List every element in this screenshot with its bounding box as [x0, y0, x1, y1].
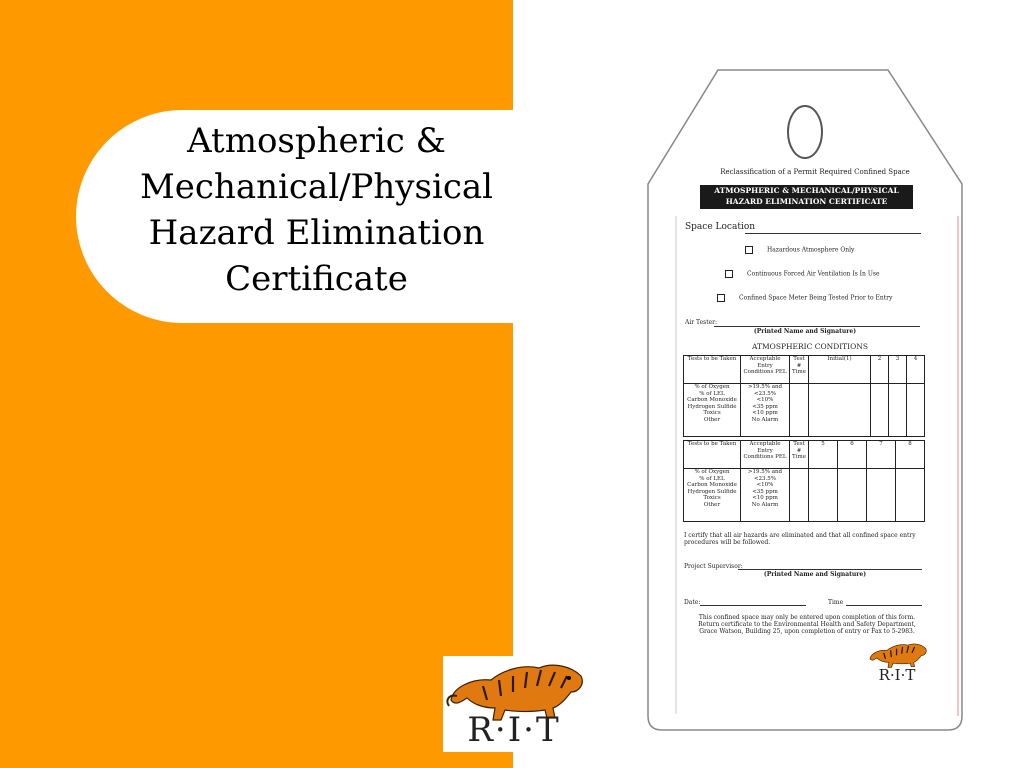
- checkbox-label: Confined Space Meter Being Tested Prior to Entry: [739, 294, 893, 302]
- t2-test: Hydrogen Sulfide: [687, 488, 737, 495]
- time-line: [846, 605, 922, 606]
- t2-h-acceptable: Acceptable Entry Conditions PEL: [741, 441, 790, 469]
- t1-test: % of LEL: [699, 390, 725, 397]
- t1-value: <10 ppm: [752, 410, 778, 416]
- tag-header-line-2: HAZARD ELIMINATION CERTIFICATE: [725, 197, 888, 206]
- footer-text: This confined space may only be entered upon completion of this form. Return certificate to the Environmental Health and Safety Department, Grace Watson, Building 25, upon completion of entry or Fax to 5-2983.: [698, 614, 916, 635]
- t2-value: <10 ppm: [752, 495, 778, 501]
- t1-test: Toxics: [703, 410, 721, 416]
- t1-value: No Alarm: [751, 416, 779, 423]
- title-line-4: Certificate: [225, 259, 408, 299]
- rit-logo: [443, 656, 585, 752]
- t1-empty-cell[interactable]: [906, 384, 924, 437]
- date-line: [700, 605, 806, 606]
- t1-tests-cell: [684, 384, 741, 437]
- t1-h-col: 3: [888, 356, 906, 384]
- supervisor-sub: (Printed Name and Signature): [763, 571, 867, 578]
- t1-values-cell: [741, 384, 790, 437]
- t1-value: <35 ppm: [752, 403, 778, 410]
- t2-test: Toxics: [703, 495, 721, 501]
- checkbox[interactable]: [745, 246, 753, 254]
- time-label: Time: [828, 599, 844, 606]
- t1-h-col: Initial(1): [809, 356, 871, 384]
- certify-text: I certify that all air hazards are eliminated and that all confined space entry procedures will be followed.: [684, 532, 916, 546]
- t1-test: Other: [703, 416, 721, 423]
- space-location-line: [745, 233, 921, 234]
- t1-h-tests: Tests to be Taken: [684, 356, 741, 384]
- t1-h-acceptable: Acceptable Entry Conditions PEL: [741, 356, 790, 384]
- tag-header: [700, 185, 913, 209]
- space-location-label: Space Location: [685, 222, 756, 232]
- t2-h-col: 5: [809, 441, 838, 469]
- t2-h-tests: Tests to be Taken: [684, 441, 741, 469]
- t1-empty-cell[interactable]: [809, 384, 871, 437]
- t1-value: <10%: [756, 397, 774, 403]
- t2-test: % of Oxygen: [694, 469, 730, 475]
- title-line-1: Atmospheric &: [187, 121, 446, 161]
- tag-rit-logo: [866, 640, 928, 690]
- t2-test: Other: [703, 501, 721, 508]
- t1-value: >19.5% and <23.5%: [747, 384, 783, 397]
- air-tester-label: Air Tester:: [685, 319, 718, 326]
- t2-empty-cell[interactable]: [809, 469, 838, 522]
- t2-h-col: 6: [838, 441, 867, 469]
- t1-test: % of Oxygen: [694, 384, 730, 390]
- t1-empty-cell[interactable]: [888, 384, 906, 437]
- checkbox-row-2: [725, 270, 880, 278]
- t2-value: <35 ppm: [752, 488, 778, 495]
- t2-h-test: Test #: [793, 441, 805, 454]
- t2-value: No Alarm: [751, 501, 779, 508]
- supervisor-label: Project Supervisor:: [684, 563, 743, 570]
- supervisor-line: [738, 569, 922, 570]
- t1-empty-cell[interactable]: [871, 384, 889, 437]
- t1-h-col: 4: [906, 356, 924, 384]
- slide-title: [120, 118, 513, 302]
- t1-test: Carbon Monoxide: [687, 397, 737, 403]
- tag-header-line-1: ATMOSPHERIC & MECHANICAL/PHYSICAL: [714, 186, 899, 195]
- rit-logo-text: R·I·T: [467, 710, 561, 750]
- atmo-table-1: [683, 355, 925, 437]
- t2-empty-cell[interactable]: [896, 469, 925, 522]
- t2-values-cell: [741, 469, 790, 522]
- t2-tests-cell: [684, 469, 741, 522]
- t2-empty-cell[interactable]: [867, 469, 896, 522]
- t2-h-time: Time: [792, 454, 806, 460]
- tag-rit-logo-text: R·I·T: [878, 666, 916, 684]
- date-label: Date:: [684, 599, 701, 606]
- checkbox[interactable]: [717, 294, 725, 302]
- checkbox-label: Continuous Forced Air Ventilation Is In Use: [747, 270, 880, 278]
- t2-h-col: 8: [896, 441, 925, 469]
- title-line-3: Hazard Elimination: [148, 213, 485, 253]
- t1-empty-cell[interactable]: [790, 384, 809, 437]
- t2-empty-cell[interactable]: [790, 469, 809, 522]
- title-line-2: Mechanical/Physical: [139, 167, 494, 207]
- t2-h-col: 7: [867, 441, 896, 469]
- t2-empty-cell[interactable]: [838, 469, 867, 522]
- checkbox[interactable]: [725, 270, 733, 278]
- t2-value: <10%: [756, 482, 774, 488]
- air-tester-sub: (Printed Name and Signature): [753, 328, 857, 335]
- t2-test: Carbon Monoxide: [687, 482, 737, 488]
- checkbox-label: Hazardous Atmosphere Only: [767, 246, 855, 254]
- checkbox-row-3: [717, 294, 892, 302]
- t2-test: % of LEL: [699, 475, 725, 482]
- atmo-heading: ATMOSPHERIC CONDITIONS: [751, 342, 868, 351]
- checkbox-row-1: [745, 246, 854, 254]
- t1-test: Hydrogen Sulfide: [687, 403, 737, 410]
- t1-h-test-time: Test # Time: [790, 356, 809, 384]
- tag-top-caption: Reclassification of a Permit Required Confined Space: [720, 168, 910, 176]
- t2-value: >19.5% and <23.5%: [747, 469, 783, 482]
- air-tester-line: [714, 326, 920, 327]
- t1-h-col: 2: [871, 356, 889, 384]
- t2-h-test-time: [790, 441, 809, 469]
- atmo-table-2: [683, 440, 925, 522]
